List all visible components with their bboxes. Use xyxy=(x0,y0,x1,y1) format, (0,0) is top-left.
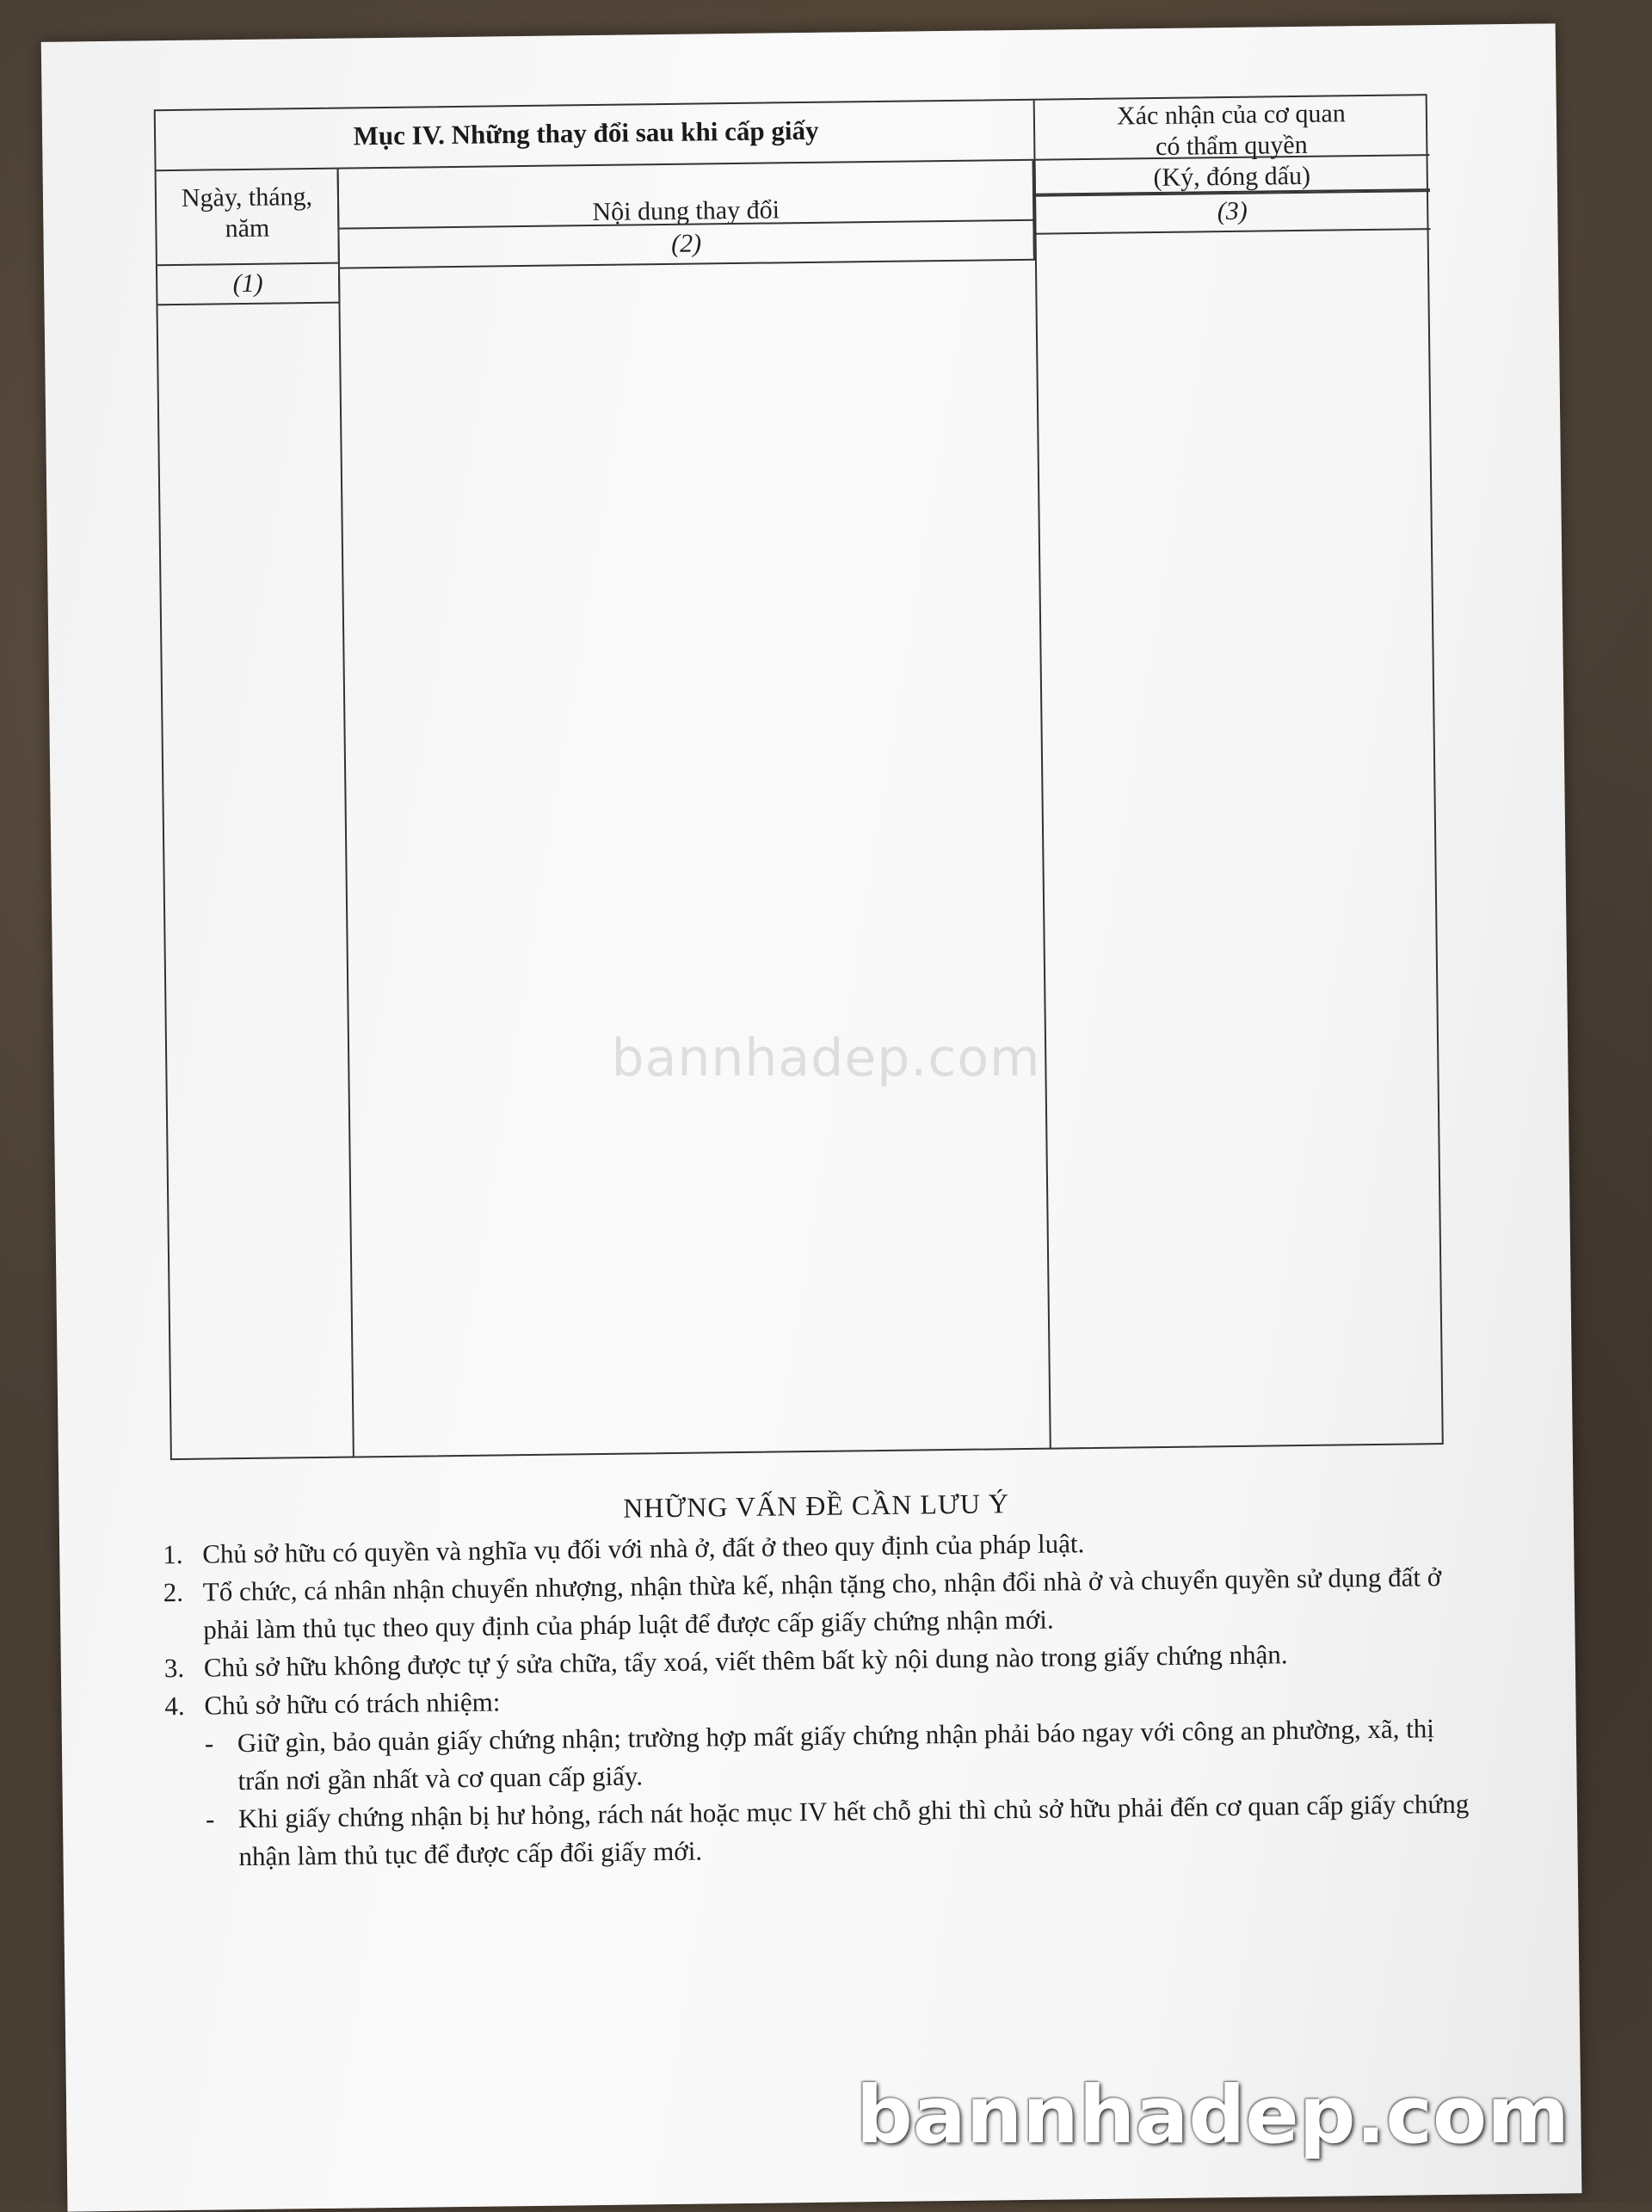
notes-title: NHỮNG VẤN ĐỀ CẦN LƯU Ý xyxy=(622,1488,1010,1524)
col3-number: (3) xyxy=(1217,196,1248,226)
header-cell-date xyxy=(157,169,340,267)
note-text: Chủ sở hữu có quyền và nghĩa vụ đối với nhà ở, đất ở theo quy định của pháp luật. xyxy=(202,1528,1085,1569)
col2-number: (2) xyxy=(670,229,702,258)
column-divider-1 xyxy=(337,169,354,1458)
num-cell-2 xyxy=(339,219,1035,269)
column-divider-2 xyxy=(1034,161,1051,1450)
dash-bullet: - xyxy=(204,1728,214,1759)
num-cell-3 xyxy=(1034,190,1431,235)
col2-header: Nội dung thay đổi xyxy=(592,195,780,227)
notes-section xyxy=(162,1479,1474,1877)
subitem-text: Giữ gìn, bảo quản giấy chứng nhận; trường hợp mất giấy chứng nhận phải báo ngay với công an phường, xã, thị trấn nơi gần nhất và cơ quan cấp giấy. xyxy=(237,1713,1435,1796)
note-number: 4. xyxy=(164,1690,185,1722)
document-page xyxy=(41,23,1582,2211)
note-number: 2. xyxy=(163,1576,184,1608)
table-title: Mục IV. Những thay đổi sau khi cấp giấy xyxy=(353,114,819,151)
note-text: Tổ chức, cá nhân nhận chuyển nhượng, nhận thừa kế, nhận tặng cho, nhận đổi nhà ở và chuyển quyền sử dụng đất ở phải làm thủ tục theo quy định của pháp luật để được cấp giấy chứng nhận mới. xyxy=(202,1562,1442,1645)
note-text: Chủ sở hữu có trách nhiệm: xyxy=(204,1686,501,1721)
col1-header: Ngày, tháng, năm xyxy=(181,182,313,243)
watermark-corner: bannhadep.com xyxy=(855,2069,1569,2161)
subitem-text: Khi giấy chứng nhận bị hư hỏng, rách nát hoặc mục IV hết chỗ ghi thì chủ sở hữu phải đến cơ quan cấp giấy chứng nhận làm thủ tục để được cấp đổi giấy mới. xyxy=(237,1788,1470,1872)
col3-header-line3: (Ký, đóng dấu) xyxy=(1153,161,1311,193)
watermark-center: bannhadep.com xyxy=(611,1028,1041,1088)
note-subitem-2 xyxy=(206,1785,1475,1876)
num-cell-1 xyxy=(157,264,341,306)
note-number: 1. xyxy=(163,1538,183,1570)
note-number: 3. xyxy=(163,1652,185,1684)
col3-header-line2: có thẩm quyền xyxy=(1155,130,1308,162)
header-cell-confirm xyxy=(1033,96,1430,195)
col3-header-line1: Xác nhận của cơ quan xyxy=(1116,99,1346,131)
dash-bullet: - xyxy=(205,1803,215,1834)
col1-number: (1) xyxy=(232,268,263,299)
note-text: Chủ sở hữu không được tự ý sửa chữa, tẩy xoá, viết thêm bất kỳ nội dung nào trong giấy chứng nhận. xyxy=(203,1639,1288,1683)
changes-table xyxy=(154,94,1444,1460)
